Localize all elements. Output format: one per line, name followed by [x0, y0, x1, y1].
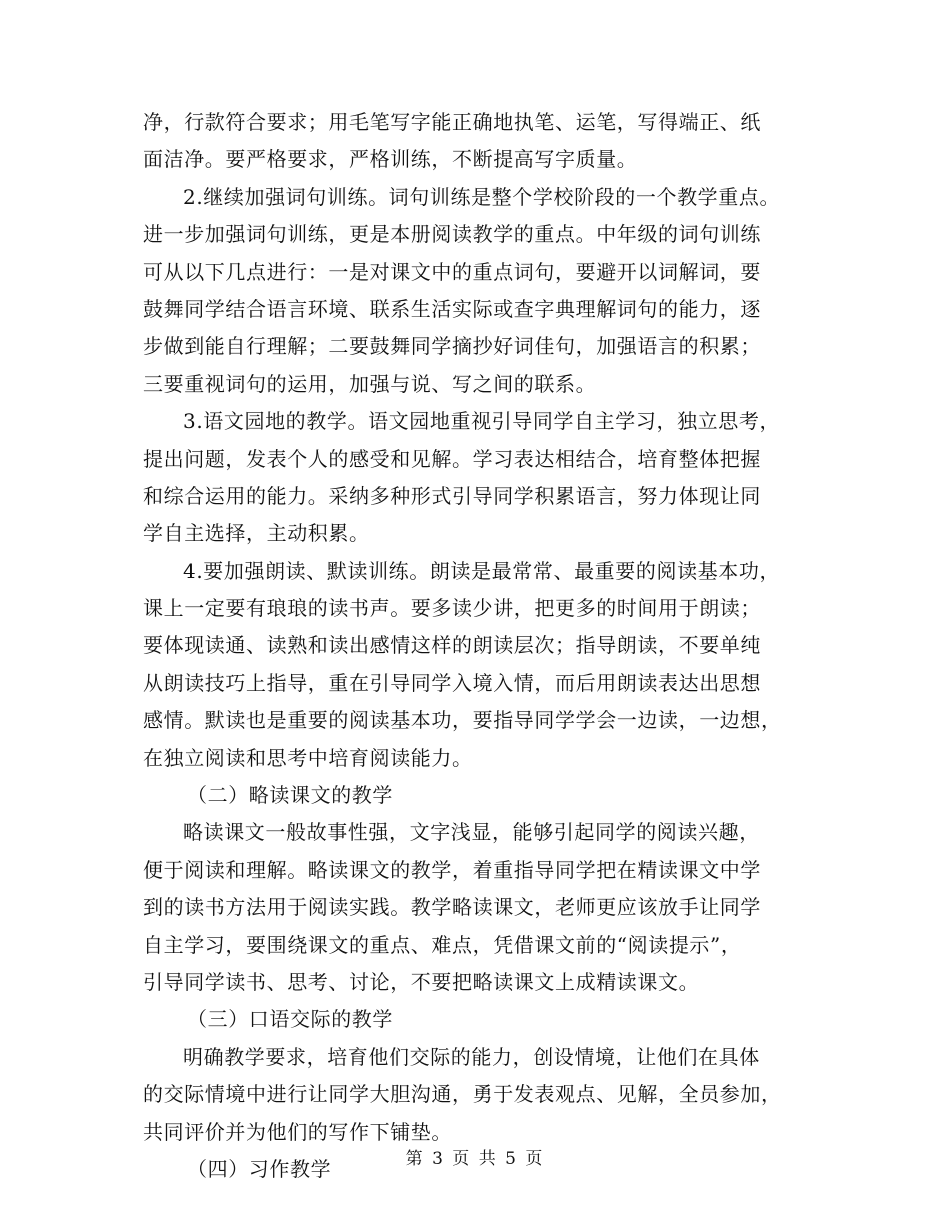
text-line: 从朗读技巧上指导，重在引导同学入境入情，而后用朗读表达出思想: [143, 670, 761, 695]
text-line: 的交际情境中进行让同学大胆沟通，勇于发表观点、见解，全员参加，: [143, 1082, 782, 1107]
text-line: 共同评价并为他们的写作下铺垫。: [143, 1119, 452, 1144]
text-line: 面洁净。要严格要求，严格训练，不断提高写字质量。: [143, 147, 638, 172]
text-line: 引导同学读书、思考、讨论，不要把略读课文上成精读课文。: [143, 969, 700, 994]
document-body: [143, 104, 807, 1188]
section-heading: （二）略读课文的教学: [187, 783, 393, 808]
text-line: 可从以下几点进行：一是对课文中的重点词句，要避开以词解词，要: [143, 259, 761, 284]
text-line: 提出问题，发表个人的感受和见解。学习表达相结合，培育整体把握: [143, 446, 761, 471]
section-heading: （三）口语交际的教学: [187, 1007, 393, 1032]
text-line: 4.要加强朗读、默读训练。朗读是最常常、最重要的阅读基本功，: [183, 558, 781, 583]
text-line: 2.继续加强词句训练。词句训练是整个学校阶段的一个教学重点。: [183, 184, 781, 209]
text-line: 课上一定要有琅琅的读书声。要多读少讲，把更多的时间用于朗读；: [143, 596, 761, 621]
text-line: 明确教学要求，培育他们交际的能力，创设情境，让他们在具体: [183, 1044, 760, 1069]
text-line: 到的读书方法用于阅读实践。教学略读课文，老师更应该放手让同学: [143, 895, 761, 920]
text-line: 三要重视词句的运用，加强与说、写之间的联系。: [143, 371, 597, 396]
text-line: 要体现读通、读熟和读出感情这样的朗读层次；指导朗读，不要单纯: [143, 633, 761, 658]
text-line: 学自主选择，主动积累。: [143, 521, 370, 546]
text-line: 便于阅读和理解。略读课文的教学，着重指导同学把在精读课文中学: [143, 857, 761, 882]
text-line: 净，行款符合要求；用毛笔写字能正确地执笔、运笔，写得端正、纸: [143, 110, 761, 134]
section-heading: （四）习作教学: [187, 1156, 332, 1181]
text-line: 自主学习，要围绕课文的重点、难点，凭借课文前的“阅读提示”，: [143, 932, 742, 957]
text-line: 步做到能自行理解；二要鼓舞同学摘抄好词佳句，加强语言的积累；: [143, 334, 761, 359]
text-line: 和综合运用的能力。采纳多种形式引导同学积累语言，努力体现让同: [143, 483, 761, 508]
text-line: 略读课文一般故事性强，文字浅显，能够引起同学的阅读兴趣，: [183, 820, 760, 845]
text-line: 3.语文园地的教学。语文园地重视引导同学自主学习，独立思考，: [183, 409, 781, 434]
text-line: 鼓舞同学结合语言环境、联系生活实际或查字典理解词句的能力，逐: [143, 296, 761, 321]
text-line: 在独立阅读和思考中培育阅读能力。: [143, 745, 473, 770]
page-number-footer: 第 3 页 共 5 页: [405, 1149, 545, 1169]
text-line: 感情。默读也是重要的阅读基本功，要指导同学学会一边读，一边想，: [143, 708, 782, 733]
text-line: 进一步加强词句训练，更是本册阅读教学的重点。中年级的词句训练: [143, 222, 761, 247]
